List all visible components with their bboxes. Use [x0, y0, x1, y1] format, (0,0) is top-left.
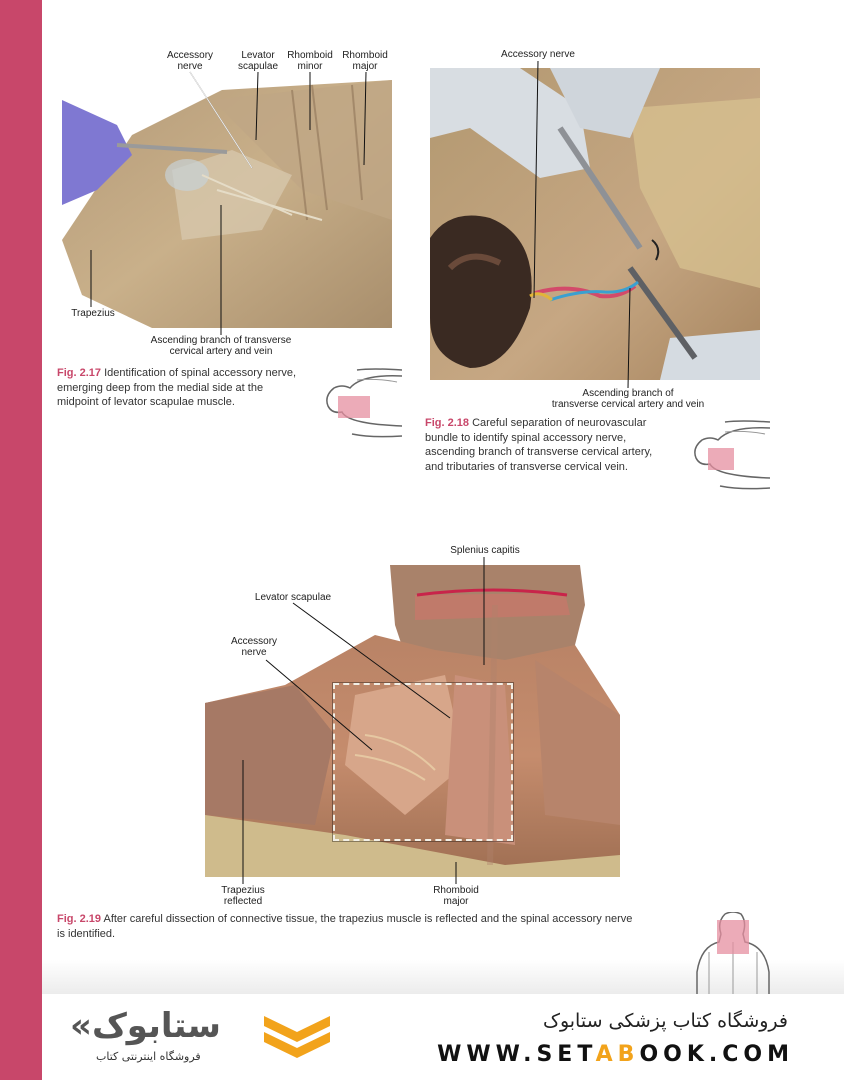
fig-2-18-body-diagram [670, 418, 770, 494]
fig-2-17-caption-number: Fig. 2.17 [57, 367, 102, 379]
fig-2-19-label-levator-scapulae: Levator scapulae [254, 592, 332, 603]
side-accent-bar [0, 0, 42, 1080]
store-logo-text: «ستابوک [70, 1006, 221, 1046]
footer-banner [0, 994, 844, 1080]
fig-2-17-caption [57, 366, 297, 410]
store-name: فروشگاه کتاب پزشکی ستابوک [542, 1010, 788, 1032]
fig-2-17-label-levator-scapulae: Levator scapulae [237, 50, 279, 72]
fig-2-17-label-trapezius: Trapezius [71, 308, 115, 319]
fig-2-18-caption-text: Careful separation of neurovascular bundle to identify spinal accessory nerve, ascending branch of transverse cervical artery, and tributaries of transverse cervical vein. [425, 417, 653, 473]
fig-2-19-label-trapezius-reflected: Trapezius reflected [221, 885, 265, 907]
fig-2-19-caption-number: Fig. 2.19 [57, 913, 102, 925]
fig-2-18-label-ascending-branch: Ascending branch of transverse cervical artery and vein [551, 388, 705, 410]
store-url-part-2: A [595, 1042, 618, 1067]
fig-2-18-caption [425, 416, 667, 474]
fig-2-17-label-rhomboid-major: Rhomboid major [342, 50, 388, 72]
fig-2-19-body-diagram [695, 912, 771, 994]
store-url-part-4: OOK.COM [639, 1042, 794, 1067]
fig-2-19-caption [57, 912, 637, 941]
footer-accent-bar [0, 994, 42, 1080]
store-url-part-1: WWW.SET [437, 1042, 596, 1067]
fig-2-18-photo [430, 68, 760, 380]
fig-2-17-label-ascending-branch: Ascending branch of transverse cervical artery and vein [150, 335, 292, 357]
fig-2-18-caption-number: Fig. 2.18 [425, 417, 470, 429]
fig-2-17-body-diagram [302, 366, 402, 442]
fig-2-17-photo [62, 80, 392, 328]
fig-2-17-label-rhomboid-minor: Rhomboid minor [287, 50, 333, 72]
store-url-part-3: B [617, 1042, 640, 1067]
fig-2-17-caption-text: Identification of spinal accessory nerve, emerging deep from the medial side at the midpoint of levator scapulae muscle. [57, 367, 297, 408]
fig-2-18-label-accessory-nerve: Accessory nerve [501, 49, 575, 60]
fig-2-19-label-accessory-nerve: Accessory nerve [230, 636, 278, 658]
store-logo-icon [262, 1014, 332, 1064]
fig-2-19-label-rhomboid-major: Rhomboid major [433, 885, 479, 907]
fig-2-17-label-accessory-nerve: Accessory nerve [166, 50, 214, 72]
store-url[interactable] [437, 1042, 794, 1067]
fig-2-19-label-splenius-capitis: Splenius capitis [450, 545, 520, 556]
store-logo-subtitle: فروشگاه اینترنتی کتاب [96, 1050, 201, 1063]
fig-2-19-focus-box [333, 683, 513, 841]
fig-2-19-caption-text: After careful dissection of connective tissue, the trapezius muscle is reflected and the spinal accessory nerve is identified. [57, 913, 633, 940]
